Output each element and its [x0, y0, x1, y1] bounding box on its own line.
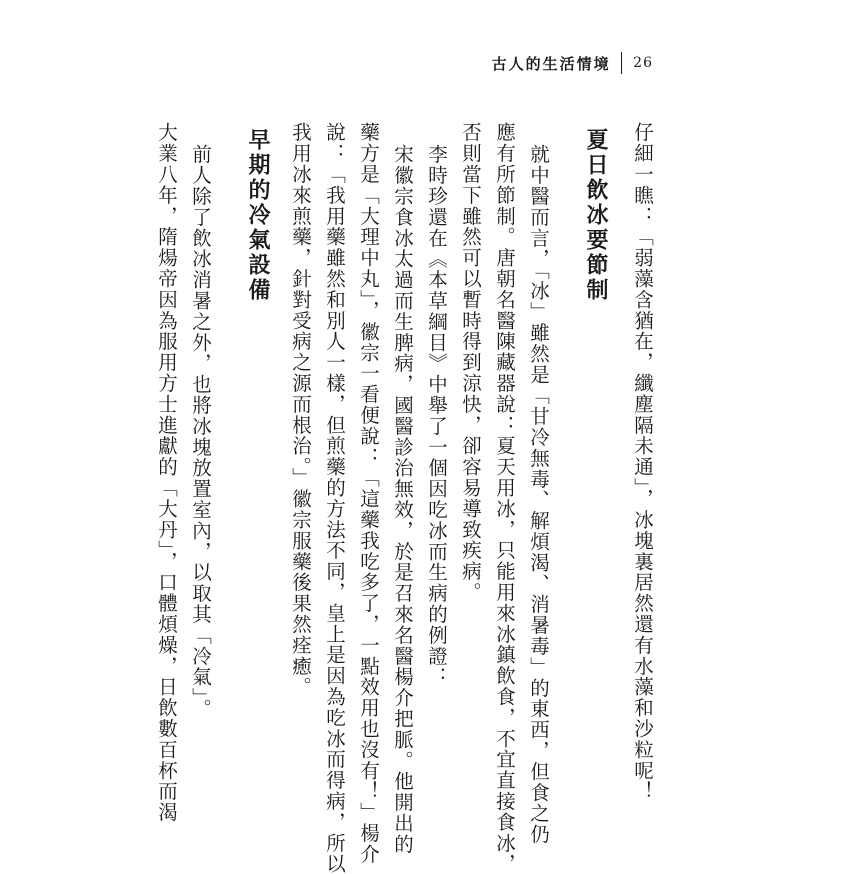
text-column: 我用冰來煎藥，針對受病之源而根治。」徽宗服藥後果然痊癒。 [289, 122, 312, 698]
section-heading: 早期的冷氣設備 [245, 128, 270, 303]
text-column: 藥方是「大理中丸」，徽宗一看便說：「這藥我吃多了，一點效用也沒有！」楊介 [357, 122, 380, 865]
header-divider [621, 52, 623, 74]
chapter-title: 古人的生活情境 [491, 54, 611, 73]
section-heading: 夏日飲冰要節制 [583, 128, 608, 303]
text-column: 前人除了飲冰消暑之外，也將冰塊放置室內，以取其「冷氣」。 [189, 144, 212, 720]
running-header [492, 52, 653, 74]
text-column: 應有所節制。唐朝名醫陳藏器說：夏天用冰，只能用來冰鎮飲食，不宜直接食冰， [493, 122, 516, 874]
page-number: 26 [633, 55, 653, 71]
text-column: 李時珍還在《本草綱目》中舉了一個因吃冰而生病的例證： [425, 144, 448, 688]
text-column: 說：「我用藥雖然和別人一樣，但煎藥的方法不同，皇上是因為吃冰而得病，所以 [323, 122, 346, 874]
text-column: 宋徽宗食冰太過而生脾病，國醫診治無效，於是召來名醫楊介把脈。他開出的 [391, 144, 414, 855]
text-column: 否則當下雖然可以暫時得到涼快，卻容易導致疾病。 [459, 122, 482, 603]
text-column: 仔細一瞧：「弱藻含猶在，纖塵隔未通」，冰塊裏居然還有水藻和沙粒呢！ [631, 122, 654, 802]
text-column: 就中醫而言，「冰」雖然是「甘冷無毒、解煩渴、消暑毒」的東西，但食之仍 [527, 144, 550, 845]
text-column: 大業八年，隋煬帝因為服用方士進獻的「大丹」，口體煩燥，日飲數百杯而渴 [155, 122, 178, 823]
